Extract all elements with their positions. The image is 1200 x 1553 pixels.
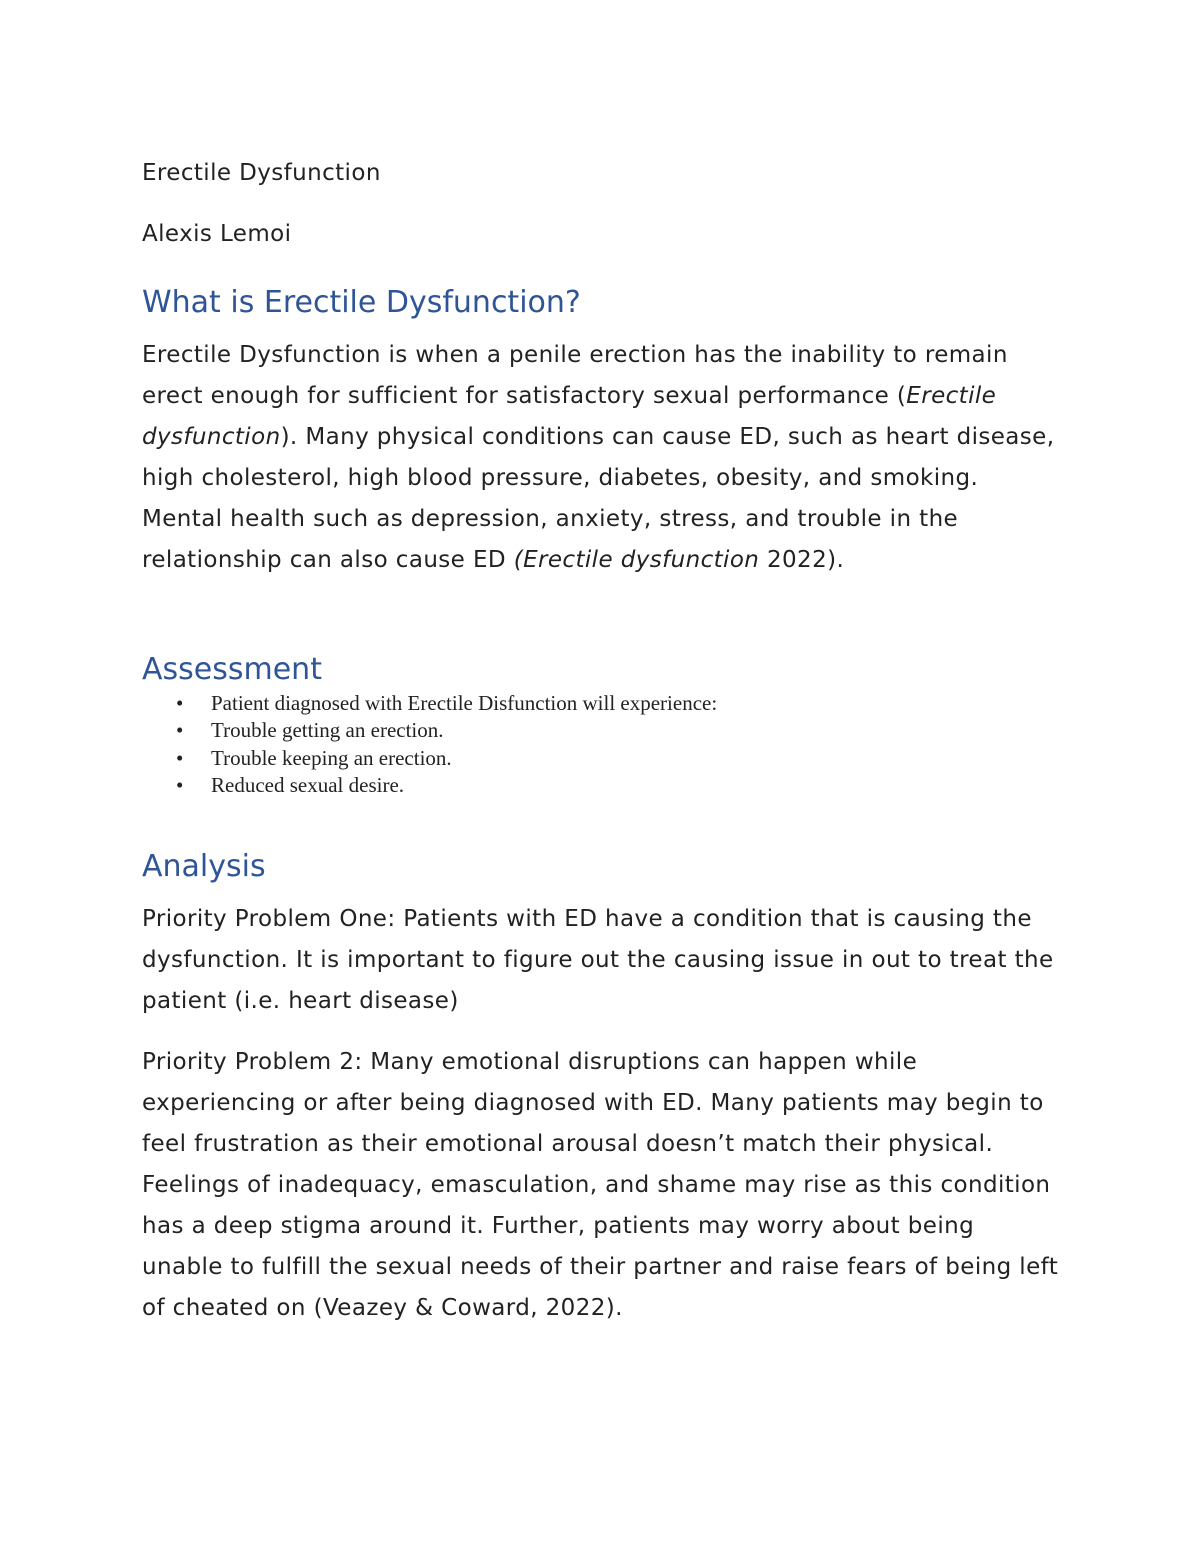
bullet-icon: •	[176, 772, 184, 797]
list-item-text: Trouble keeping an erection.	[211, 745, 452, 770]
heading-assessment: Assessment	[142, 652, 322, 687]
heading-what-is-ed: What is Erectile Dysfunction?	[142, 285, 581, 320]
list-item	[170, 772, 717, 799]
list-item-text: Reduced sexual desire.	[211, 772, 405, 797]
citation-erectile-dysfunction-2022: (Erectile dysfunction	[513, 547, 760, 573]
author-name: Alexis Lemoi	[142, 221, 292, 247]
list-item	[170, 745, 717, 772]
heading-analysis: Analysis	[142, 849, 266, 884]
intro-paragraph	[142, 335, 1062, 581]
intro-text-part1: Erectile Dysfunction is when a penile erection has the inability to remain erect enough for sufficient for satisfactory sexual performance (	[142, 342, 1008, 409]
priority-problem-two: Priority Problem 2: Many emotional disruptions can happen while experiencing or after being diagnosed with ED. Many patients may begin to feel frustration as their emotional arousal doesn’t match their physical. Feelings of inadequacy, emasculation, and shame may rise as this condition has a deep stigma around it. Further, patients may worry about being unable to fulfill the sexual needs of their partner and raise fears of being left of cheated on (Veazey & Coward, 2022).	[142, 1049, 1059, 1321]
list-item	[170, 690, 717, 717]
citation-erectile-dysfunction: Erectile dysfunction	[142, 383, 997, 450]
list-item-text: Trouble getting an erection.	[211, 718, 444, 743]
intro-text-part2: ). Many physical conditions can cause ED, such as heart disease, high cholesterol, high blood pressure, diabetes, obesity, and smoking. Mental health such as depression, anxiety, stress, and trouble in the relationship can also cause ED	[142, 424, 1055, 573]
bullet-icon: •	[176, 745, 184, 770]
list-item-text: Patient diagnosed with Erectile Disfunction will experience:	[211, 691, 718, 715]
priority-problem-one: Priority Problem One: Patients with ED have a condition that is causing the dysfunction. It is important to figure out the causing issue in out to treat the patient (i.e. heart disease)	[142, 906, 1054, 1014]
document-title: Erectile Dysfunction	[142, 160, 381, 186]
bullet-icon: •	[176, 718, 184, 743]
list-item	[170, 717, 717, 744]
assessment-list	[170, 690, 717, 799]
intro-text-part3: 2022).	[759, 547, 845, 573]
bullet-icon: •	[176, 691, 184, 715]
